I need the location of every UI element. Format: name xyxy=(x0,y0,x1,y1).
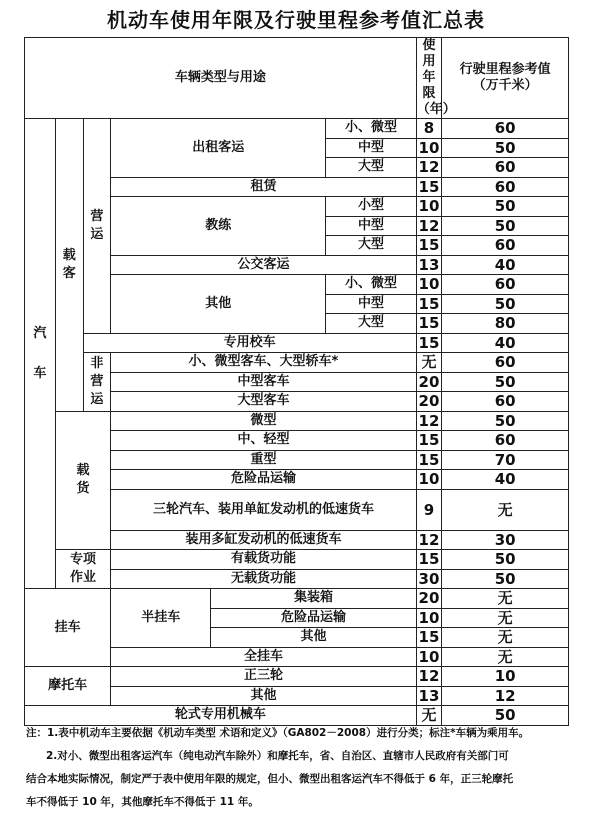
row-name: 小、微型 xyxy=(326,119,417,139)
row-name: 危险品运输 xyxy=(111,470,417,490)
row-years: 12 xyxy=(416,530,442,550)
label-car: 汽 车 xyxy=(25,119,56,589)
row-years: 15 xyxy=(416,550,442,570)
note-line: 2.对小、微型出租客运汽车（纯电动汽车除外）和摩托车，省、自治区、直辖市人民政府有关部门可 xyxy=(46,750,509,762)
note-line: 车不得低于 10 年，其他摩托车不得低于 11 年。 xyxy=(26,796,259,808)
row-years: 10 xyxy=(416,470,442,490)
row-name: 大型 xyxy=(326,314,417,334)
row-years: 12 xyxy=(416,411,442,431)
row-name: 公交客运 xyxy=(111,255,417,275)
row-years: 20 xyxy=(416,392,442,412)
row-mileage: 60 xyxy=(442,392,569,412)
row-mileage: 40 xyxy=(442,255,569,275)
row-name: 中型 xyxy=(326,216,417,236)
row-name: 三轮汽车、装用单缸发动机的低速货车 xyxy=(111,489,417,530)
row-name: 中型 xyxy=(326,138,417,158)
note-line: 注：1.表中机动车主要依据《机动车类型 术语和定义》（GA802－2008）进行分类；标注*车辆为乘用车。 xyxy=(26,727,530,739)
row-mileage: 50 xyxy=(442,197,569,217)
row-name: 有载货功能 xyxy=(111,550,417,570)
row-name: 无载货功能 xyxy=(111,569,417,589)
row-years: 30 xyxy=(416,569,442,589)
row-mileage: 40 xyxy=(442,333,569,353)
label-special: 专项 作业 xyxy=(55,550,110,589)
row-years: 9 xyxy=(416,489,442,530)
row-years: 12 xyxy=(416,158,442,178)
row-years: 15 xyxy=(416,236,442,256)
row-mileage: 60 xyxy=(442,177,569,197)
row-years: 10 xyxy=(416,275,442,295)
row-name: 危险品运输 xyxy=(211,608,416,628)
row-mileage: 50 xyxy=(442,411,569,431)
label-other: 其他 xyxy=(111,275,326,334)
row-name: 其他 xyxy=(211,628,416,648)
row-mileage: 50 xyxy=(442,550,569,570)
row-name: 微型 xyxy=(111,411,417,431)
label-trailer: 挂车 xyxy=(25,589,111,667)
row-name: 小、微型 xyxy=(326,275,417,295)
row-mileage: 60 xyxy=(442,119,569,139)
row-name: 中型客车 xyxy=(111,372,417,392)
row-name: 专用校车 xyxy=(83,333,416,353)
row-mileage: 50 xyxy=(442,138,569,158)
notes xyxy=(26,722,572,814)
row-mileage: 无 xyxy=(442,647,569,667)
page-title: 机动车使用年限及行驶里程参考值汇总表 xyxy=(107,8,485,32)
row-years: 无 xyxy=(416,353,442,373)
row-name: 重型 xyxy=(111,450,417,470)
row-years: 15 xyxy=(416,294,442,314)
row-years: 15 xyxy=(416,628,442,648)
row-name: 正三轮 xyxy=(111,667,417,687)
label-cargo: 载 货 xyxy=(55,411,110,550)
label-non-operating: 非 营 运 xyxy=(83,353,111,412)
row-name: 全挂车 xyxy=(111,647,417,667)
row-years: 15 xyxy=(416,450,442,470)
row-name: 中型 xyxy=(326,294,417,314)
label-taxi: 出租客运 xyxy=(111,119,326,178)
row-years: 13 xyxy=(416,686,442,706)
row-mileage: 50 xyxy=(442,569,569,589)
row-years: 10 xyxy=(416,138,442,158)
row-years: 15 xyxy=(416,314,442,334)
row-name: 其他 xyxy=(111,686,417,706)
row-mileage: 60 xyxy=(442,158,569,178)
row-name: 集装箱 xyxy=(211,589,416,609)
label-passenger: 载 客 xyxy=(55,119,83,412)
row-mileage: 50 xyxy=(442,706,569,726)
row-mileage: 70 xyxy=(442,450,569,470)
label-coach: 教练 xyxy=(111,197,326,256)
row-mileage: 50 xyxy=(442,372,569,392)
row-name: 轮式专用机械车 xyxy=(25,706,417,726)
row-name: 大型客车 xyxy=(111,392,417,412)
row-years: 10 xyxy=(416,608,442,628)
label-motorcycle: 摩托车 xyxy=(25,667,111,706)
row-years: 13 xyxy=(416,255,442,275)
row-mileage: 无 xyxy=(442,489,569,530)
row-name: 装用多缸发动机的低速货车 xyxy=(111,530,417,550)
note-line: 结合本地实际情况，制定严于表中使用年限的规定，但小、微型出租客运汽车不得低于 6 年，正三轮摩托 xyxy=(26,773,514,785)
row-mileage: 12 xyxy=(442,686,569,706)
row-mileage: 50 xyxy=(442,216,569,236)
header-years: 使用年限 （年） xyxy=(416,38,456,117)
row-mileage: 30 xyxy=(442,530,569,550)
row-name: 中、轻型 xyxy=(111,431,417,451)
row-years: 20 xyxy=(416,589,442,609)
row-years: 15 xyxy=(416,177,442,197)
row-years: 8 xyxy=(416,119,442,139)
vehicle-table xyxy=(24,37,569,726)
row-mileage: 60 xyxy=(442,353,569,373)
row-mileage: 60 xyxy=(442,236,569,256)
row-name: 大型 xyxy=(326,158,417,178)
row-years: 12 xyxy=(416,216,442,236)
row-mileage: 60 xyxy=(442,275,569,295)
row-mileage: 无 xyxy=(442,628,569,648)
row-years: 10 xyxy=(416,647,442,667)
row-mileage: 无 xyxy=(442,608,569,628)
row-mileage: 50 xyxy=(442,294,569,314)
row-mileage: 60 xyxy=(442,431,569,451)
row-mileage: 40 xyxy=(442,470,569,490)
header-mileage: 行驶里程参考值 （万千米） xyxy=(442,38,569,119)
row-mileage: 无 xyxy=(442,589,569,609)
row-years: 无 xyxy=(416,706,442,726)
row-name: 租赁 xyxy=(111,177,417,197)
row-name: 大型 xyxy=(326,236,417,256)
row-mileage: 10 xyxy=(442,667,569,687)
row-name: 小、微型客车、大型轿车* xyxy=(111,353,417,373)
header-category: 车辆类型与用途 xyxy=(25,38,417,119)
row-years: 20 xyxy=(416,372,442,392)
row-years: 12 xyxy=(416,667,442,687)
row-years: 15 xyxy=(416,431,442,451)
row-name: 小型 xyxy=(326,197,417,217)
row-years: 10 xyxy=(416,197,442,217)
row-years: 15 xyxy=(416,333,442,353)
label-semi-trailer: 半挂车 xyxy=(111,589,211,648)
label-operating: 营 运 xyxy=(83,119,111,334)
row-mileage: 80 xyxy=(442,314,569,334)
